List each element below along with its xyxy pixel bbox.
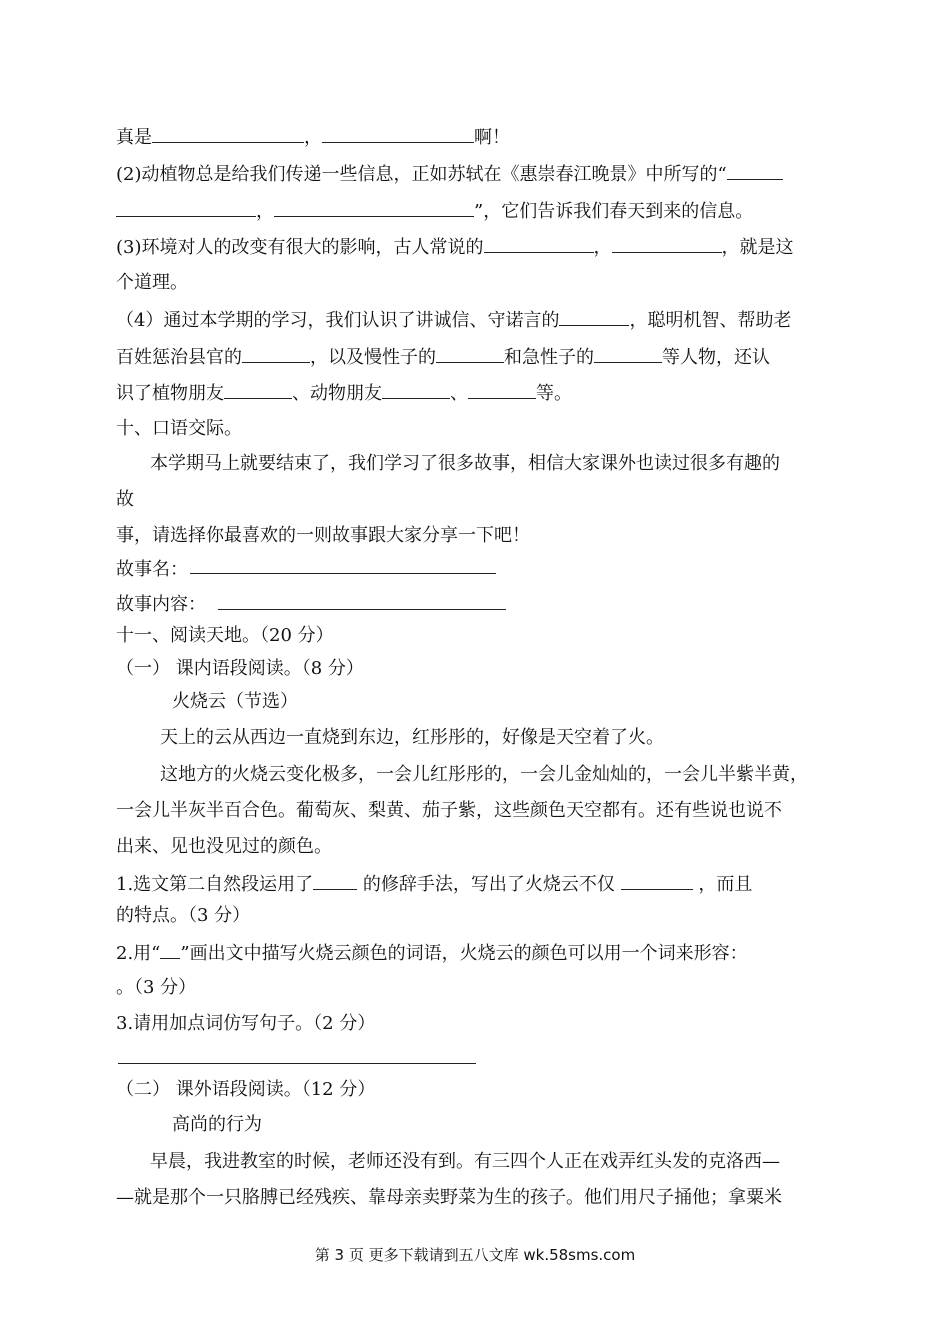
line-2: [116, 161, 783, 187]
question-2: [116, 940, 748, 966]
text: ，: [304, 127, 322, 148]
line-12: 事，请选择你最喜欢的一则故事跟大家分享一下吧！: [116, 525, 530, 546]
line-6: [116, 307, 791, 333]
passage-2-line: 早晨，我进教室的时候，老师还没有到。有三四个人正在戏弄红头发的克洛西—: [150, 1151, 780, 1172]
text: ，: [593, 237, 612, 258]
text: 百姓惩治县官的: [116, 347, 242, 368]
fill-blank[interactable]: [612, 234, 722, 253]
fill-blank[interactable]: [484, 234, 594, 253]
fill-blank[interactable]: [152, 124, 304, 143]
line-1: [116, 124, 510, 150]
question-1-cont: 的特点。（3 分）: [116, 905, 251, 926]
text: （4）通过本学期的学习，我们认识了讲诚信、守诺言的: [116, 310, 560, 331]
text: 真是: [116, 127, 152, 148]
passage-1-title: 火烧云（节选）: [172, 691, 298, 712]
text: (2)动植物总是给我们传递一些信息，正如苏轼在《惠崇春江晚景》中所写的“: [116, 164, 727, 185]
fill-blank[interactable]: [313, 871, 357, 890]
text: 等人物，还认: [662, 347, 770, 368]
story-content-label: 故事内容：: [116, 594, 206, 615]
line-8: [116, 380, 572, 406]
part-1-heading: （一） 课内语段阅读。（8 分）: [116, 658, 364, 679]
fill-blank[interactable]: [621, 871, 693, 890]
passage-1-line: 天上的云从西边一直烧到东边，红彤彤的，好像是天空着了火。: [160, 727, 664, 748]
text: ，聪明机智、帮助老: [629, 310, 792, 331]
fill-blank[interactable]: [594, 344, 662, 363]
text: 2.用“: [116, 943, 161, 964]
section-10-heading: 十、口语交际。: [116, 418, 242, 439]
text: 1.选文第二自然段运用了: [116, 874, 314, 895]
passage-1-line: 这地方的火烧云变化极多，一会儿红彤彤的，一会儿金灿灿的，一会儿半紫半黄，: [160, 764, 808, 785]
fill-blank[interactable]: [224, 380, 292, 399]
text: 和急性子的: [504, 347, 594, 368]
section-11-heading: 十一、阅读天地。（20 分）: [116, 625, 334, 646]
question-3-answer-line[interactable]: [118, 1063, 476, 1064]
line-11: 故: [116, 489, 134, 510]
text: 啊！: [474, 127, 510, 148]
text: 、: [450, 383, 468, 404]
part-2-heading: （二） 课外语段阅读。（12 分）: [116, 1079, 376, 1100]
fill-blank[interactable]: [382, 380, 450, 399]
question-3: 3.请用加点词仿写句子。（2 分）: [116, 1013, 376, 1034]
fill-blank[interactable]: [559, 307, 629, 326]
line-7: [116, 344, 770, 370]
text: ，: [256, 201, 274, 222]
text: ，就是这: [721, 237, 794, 258]
text: 、动物朋友: [292, 383, 382, 404]
text: 识了植物朋友: [116, 383, 224, 404]
text: ，而且: [692, 874, 753, 895]
passage-1-line: 一会儿半灰半百合色。葡萄灰、梨黄、茄子紫，这些颜色天空都有。还有些说也说不: [116, 800, 782, 821]
story-content-blank[interactable]: [218, 609, 506, 610]
text: ，以及慢性子的: [310, 347, 436, 368]
story-name-blank[interactable]: [190, 573, 496, 574]
text: ”画出文中描写火烧云颜色的词语，火烧云的颜色可以用一个词来形容：: [180, 943, 748, 964]
fill-blank[interactable]: [274, 198, 474, 217]
fill-blank[interactable]: [727, 161, 783, 180]
text: 的修辞手法，写出了火烧云不仅: [357, 874, 621, 895]
fill-blank[interactable]: [468, 380, 536, 399]
passage-1-line: 出来、见也没见过的颜色。: [116, 836, 332, 857]
underline-sample: [160, 940, 180, 959]
text: 等。: [536, 383, 572, 404]
line-5: 个道理。: [116, 272, 188, 293]
fill-blank[interactable]: [436, 344, 504, 363]
page-footer: 第 3 页 更多下载请到五八文库 wk.58sms.com: [314, 1246, 636, 1264]
line-10: 本学期马上就要结束了，我们学习了很多故事，相信大家课外也读过很多有趣的: [150, 453, 780, 474]
line-3: [116, 198, 753, 224]
fill-blank[interactable]: [242, 344, 310, 363]
text: (3)环境对人的改变有很大的影响，古人常说的: [116, 237, 484, 258]
fill-blank[interactable]: [322, 124, 474, 143]
question-1: [116, 871, 752, 897]
question-2-cont: 。（3 分）: [116, 977, 197, 998]
story-name-label: 故事名：: [116, 559, 188, 580]
passage-2-line: —就是那个一只胳膊已经残疾、靠母亲卖野菜为生的孩子。他们用尺子捅他；拿粟米: [116, 1187, 782, 1208]
line-4: [116, 234, 794, 260]
text: ”，它们告诉我们春天到来的信息。: [474, 201, 754, 222]
fill-blank[interactable]: [116, 198, 256, 217]
passage-2-title: 高尚的行为: [172, 1114, 262, 1135]
